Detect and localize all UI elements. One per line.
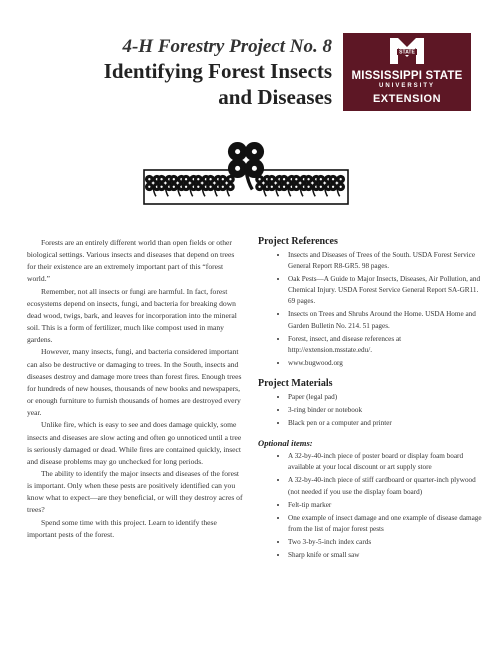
materials-list: [258, 392, 483, 429]
page-title-line-2: and Diseases: [218, 85, 332, 109]
optional-item: • One example of insect damage and one example of disease damage from the list of major forest pests: [288, 513, 483, 535]
page-title-line-1: Identifying Forest Insects: [103, 59, 332, 83]
optional-item: • Sharp knife or small saw: [288, 550, 483, 561]
logo-monogram-text: STATE: [399, 49, 415, 56]
optional-item: • Felt-tip marker: [288, 500, 483, 511]
clover-icon: [218, 175, 234, 196]
body-paragraph: Spend some time with this project. Learn to identify these important pests of the forest.: [27, 517, 217, 539]
material-item: • Black pen or a computer and printer: [288, 418, 483, 429]
body-paragraph: However, many insects, fungi, and bacteria considered important can also be destructive or damaging to trees. In the South, insects and diseases destroy and damage more trees than forest fires. Enough trees for hundreds of new houses, thousands of new books and newspapers, or enough furniture to furnish thousands of homes are destroyed every year.: [27, 347, 242, 418]
msu-monogram-icon: [387, 36, 427, 66]
optional-item: • A 32-by-40-inch piece of poster board or display foam board available at your local discount or art supply store: [288, 451, 483, 473]
sidebar-column: [258, 235, 483, 569]
logo-university-word: UNIVERSITY: [378, 83, 435, 89]
reference-item: • www.bugwood.org: [288, 358, 483, 369]
materials-heading: Project Materials: [258, 377, 333, 389]
reference-item: • Insects on Trees and Shrubs Around the Home. USDA Home and Garden Bulletin No. 214. 51 pages.: [288, 309, 483, 331]
references-heading: Project References: [258, 236, 338, 247]
optional-item: • A 32-by-40-inch piece of stiff cardboard or quarter-inch plywood (not needed if you use the display foam board): [288, 475, 483, 497]
materials-section: [258, 377, 483, 429]
reference-item: • Insects and Diseases of Trees of the South. USDA Forest Service General Report R8-GR5. 98 pages.: [288, 250, 483, 272]
logo-university-name: MISSISSIPPI STATE: [351, 70, 463, 82]
material-item: • Paper (legal pad): [288, 392, 483, 403]
optional-list: [258, 451, 483, 561]
optional-heading: Optional items:: [258, 438, 313, 449]
body-paragraph: Forests are an entirely different world than open fields or other biological settings. Various insects and diseases that depend on trees for their existence are an extremely important part of this “forest world.”: [27, 238, 235, 284]
logo-extension-word: EXTENSION: [372, 93, 442, 105]
header-title-block: [104, 36, 332, 110]
body-paragraph: Unlike fire, which is easy to see and does damage quickly, some insects and diseases are slow acting and often go unnoticed until a tree is seriously damaged or dead. While fires are contained quickly, insect and disease problems may go unchecked for long periods.: [27, 420, 242, 466]
references-section: [258, 235, 483, 369]
body-paragraph: The ability to identify the major insects and diseases of the forest is important. Only when these pests are positively identified can you know what to expect—are they beneficial, or will they destroy acres of trees?: [27, 468, 243, 515]
optional-item: • Two 3-by-5-inch index cards: [288, 537, 483, 548]
clover-banner: [143, 140, 349, 210]
body-text-column: [27, 237, 244, 541]
reference-item: • Oak Pests—A Guide to Major Insects, Diseases, Air Pollution, and Chemical Injury. USDA Forest Service General Report SA-GR11. 69 pages.: [288, 274, 483, 307]
clover-icon: [329, 175, 345, 196]
body-paragraph: Remember, not all insects or fungi are harmful. In fact, forest ecosystems depend on insects, fungi, and bacteria for breaking down dead wood, twigs, bark, and leaves for incorporation into the mineral soil. This is a form of fertilizer, much like compost used in many gardens.: [27, 286, 237, 345]
material-item: • 3-ring binder or notebook: [288, 405, 483, 416]
optional-section: [258, 437, 483, 561]
msu-extension-logo: [343, 33, 471, 111]
reference-item: • Forest, insect, and disease references at http://extension.msstate.edu/.: [288, 334, 483, 356]
references-list: [258, 250, 483, 369]
project-subtitle: 4-H Forestry Project No. 8: [122, 36, 332, 57]
